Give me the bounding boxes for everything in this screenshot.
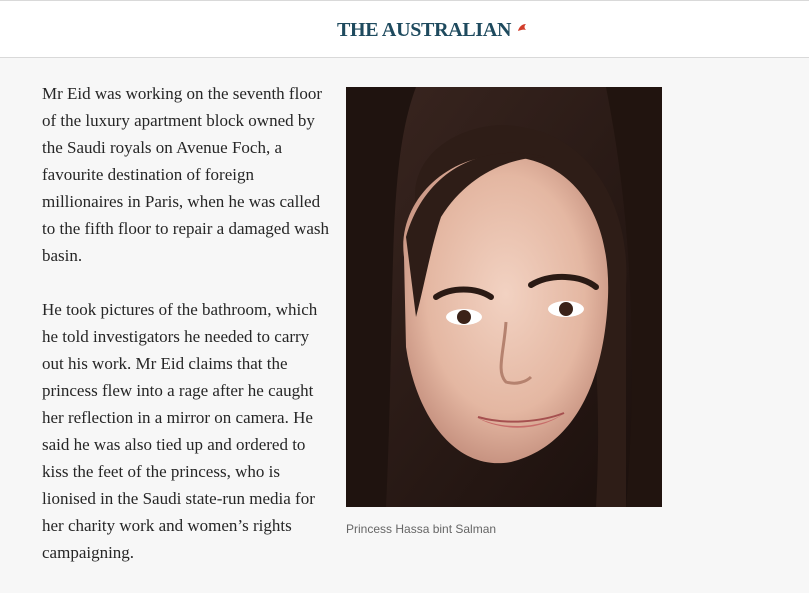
article-photo (346, 87, 662, 507)
photo-caption: Princess Hassa bint Salman (346, 522, 497, 536)
article-body (42, 80, 334, 593)
portrait-image (346, 87, 662, 507)
masthead-emblem-icon (516, 22, 528, 34)
masthead-logo-text[interactable]: THE AUSTRALIAN (337, 19, 512, 41)
article-paragraph-2: He took pictures of the bathroom, which he told investigators he needed to carry out his work. Mr Eid claims that the princess flew into a rage after he caught her reflection in a mirror on camera. He said he was also tied up and ordered to kiss the feet of the princess, who is lionised in the Saudi state-run media for her charity work and women’s rights campaigning. (42, 300, 318, 562)
article-paragraph-1: Mr Eid was working on the seventh floor of the luxury apartment block owned by the Saudi royals on Avenue Foch, a favourite destination of foreign millionaires in Paris, when he was called to the fifth floor to repair a damaged wash basin. (42, 84, 330, 265)
